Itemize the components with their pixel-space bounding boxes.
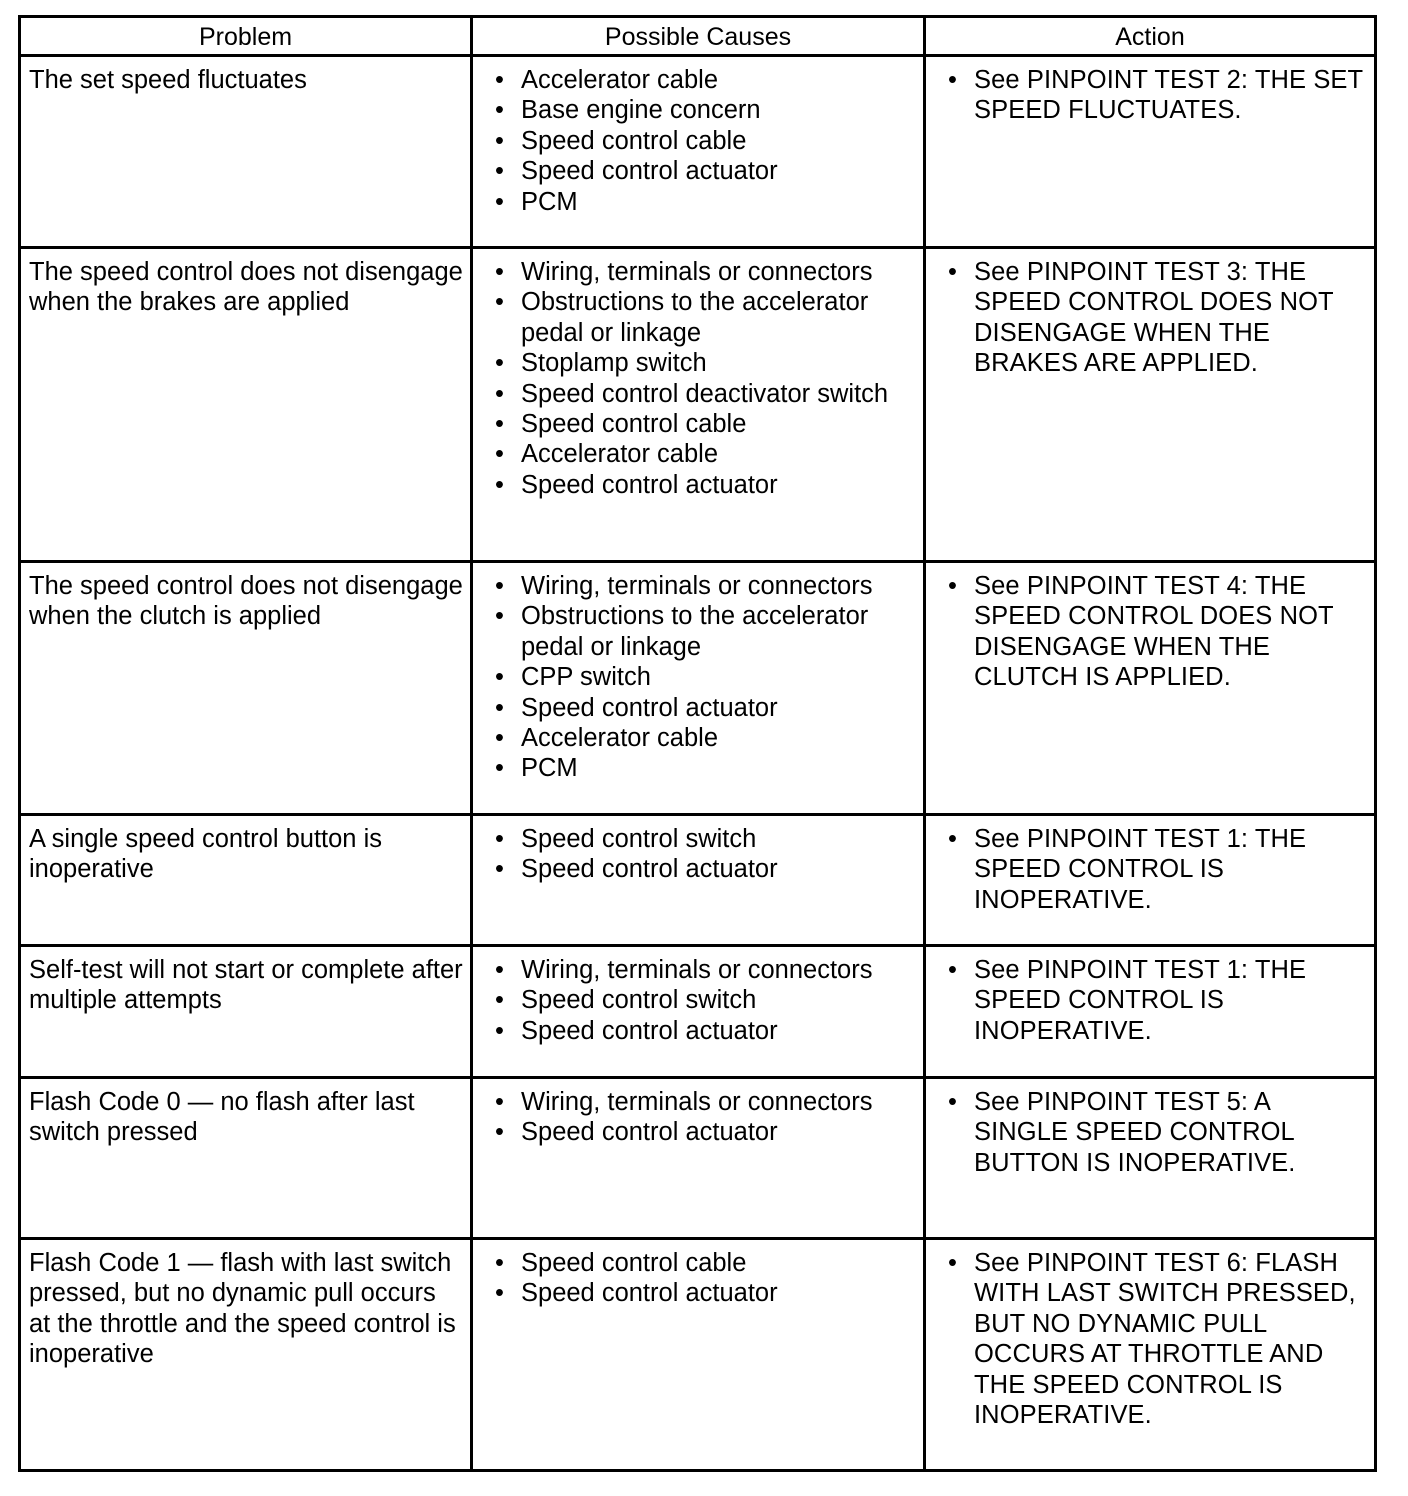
cause-item: • Speed control actuator	[481, 1278, 917, 1308]
causes-cell	[472, 248, 925, 562]
cause-item: • Speed control actuator	[481, 854, 917, 884]
causes-cell	[472, 56, 925, 248]
header-action: Action	[925, 17, 1376, 56]
action-item: • See PINPOINT TEST 5: A SINGLE SPEED CONTROL BUTTON IS INOPERATIVE.	[934, 1087, 1368, 1178]
cause-item: • Obstructions to the accelerator pedal or linkage	[481, 287, 917, 348]
action-cell	[925, 562, 1376, 815]
cause-item: • Accelerator cable	[481, 65, 917, 95]
cause-item: • Accelerator cable	[481, 723, 917, 753]
cause-item: • Speed control actuator	[481, 693, 917, 723]
header-row	[20, 17, 1376, 56]
causes-list	[481, 257, 917, 500]
symptom-chart-table	[18, 15, 1377, 1472]
causes-list	[481, 1087, 917, 1148]
causes-cell	[472, 946, 925, 1078]
action-cell	[925, 815, 1376, 946]
causes-list	[481, 824, 917, 885]
table-row	[20, 1239, 1376, 1471]
cause-item: • Stoplamp switch	[481, 348, 917, 378]
table-row	[20, 562, 1376, 815]
table-row	[20, 946, 1376, 1078]
action-item: • See PINPOINT TEST 1: THE SPEED CONTROL IS INOPERATIVE.	[934, 955, 1368, 1046]
causes-list	[481, 1248, 917, 1309]
diagnosis-table-sheet	[18, 15, 1374, 1472]
action-cell	[925, 1078, 1376, 1239]
causes-cell	[472, 815, 925, 946]
problem-cell: Flash Code 1 — flash with last switch pressed, but no dynamic pull occurs at the throttle and the speed control is inoperative	[20, 1239, 472, 1471]
table-row	[20, 1078, 1376, 1239]
cause-item: • Speed control cable	[481, 126, 917, 156]
causes-list	[481, 955, 917, 1046]
action-list	[934, 65, 1368, 126]
action-list	[934, 824, 1368, 915]
action-cell	[925, 946, 1376, 1078]
action-list	[934, 571, 1368, 693]
cause-item: • Wiring, terminals or connectors	[481, 955, 917, 985]
cause-item: • Wiring, terminals or connectors	[481, 1087, 917, 1117]
causes-cell	[472, 1239, 925, 1471]
causes-cell	[472, 1078, 925, 1239]
action-list	[934, 257, 1368, 379]
problem-cell: Flash Code 0 — no flash after last switch pressed	[20, 1078, 472, 1239]
cause-item: • Speed control cable	[481, 1248, 917, 1278]
action-list	[934, 1248, 1368, 1430]
action-cell	[925, 248, 1376, 562]
cause-item: • Base engine concern	[481, 95, 917, 125]
cause-item: • PCM	[481, 187, 917, 217]
problem-cell: The speed control does not disengage when the clutch is applied	[20, 562, 472, 815]
action-cell	[925, 1239, 1376, 1471]
causes-cell	[472, 562, 925, 815]
cause-item: • Speed control actuator	[481, 1016, 917, 1046]
cause-item: • Speed control deactivator switch	[481, 379, 917, 409]
header-possible-causes: Possible Causes	[472, 17, 925, 56]
cause-item: • Wiring, terminals or connectors	[481, 571, 917, 601]
action-item: • See PINPOINT TEST 6: FLASH WITH LAST SWITCH PRESSED, BUT NO DYNAMIC PULL OCCURS AT THROTTLE AND THE SPEED CONTROL IS INOPERATIVE.	[934, 1248, 1368, 1430]
cause-item: • PCM	[481, 753, 917, 783]
problem-cell: A single speed control button is inoperative	[20, 815, 472, 946]
action-item: • See PINPOINT TEST 2: THE SET SPEED FLUCTUATES.	[934, 65, 1368, 126]
cause-item: • Speed control actuator	[481, 156, 917, 186]
cause-item: • Speed control cable	[481, 409, 917, 439]
action-list	[934, 1087, 1368, 1178]
cause-item: • Speed control actuator	[481, 470, 917, 500]
cause-item: • Speed control actuator	[481, 1117, 917, 1147]
cause-item: • CPP switch	[481, 662, 917, 692]
problem-cell: The speed control does not disengage when the brakes are applied	[20, 248, 472, 562]
table-row	[20, 56, 1376, 248]
cause-item: • Accelerator cable	[481, 439, 917, 469]
action-list	[934, 955, 1368, 1046]
header-problem: Problem	[20, 17, 472, 56]
cause-item: • Obstructions to the accelerator pedal or linkage	[481, 601, 917, 662]
action-item: • See PINPOINT TEST 3: THE SPEED CONTROL DOES NOT DISENGAGE WHEN THE BRAKES ARE APPLIED.	[934, 257, 1368, 379]
problem-cell: Self-test will not start or complete after multiple attempts	[20, 946, 472, 1078]
action-cell	[925, 56, 1376, 248]
table-row	[20, 248, 1376, 562]
action-item: • See PINPOINT TEST 1: THE SPEED CONTROL IS INOPERATIVE.	[934, 824, 1368, 915]
problem-cell: The set speed fluctuates	[20, 56, 472, 248]
cause-item: • Wiring, terminals or connectors	[481, 257, 917, 287]
causes-list	[481, 571, 917, 784]
cause-item: • Speed control switch	[481, 985, 917, 1015]
table-row	[20, 815, 1376, 946]
causes-list	[481, 65, 917, 217]
action-item: • See PINPOINT TEST 4: THE SPEED CONTROL DOES NOT DISENGAGE WHEN THE CLUTCH IS APPLIED.	[934, 571, 1368, 693]
cause-item: • Speed control switch	[481, 824, 917, 854]
